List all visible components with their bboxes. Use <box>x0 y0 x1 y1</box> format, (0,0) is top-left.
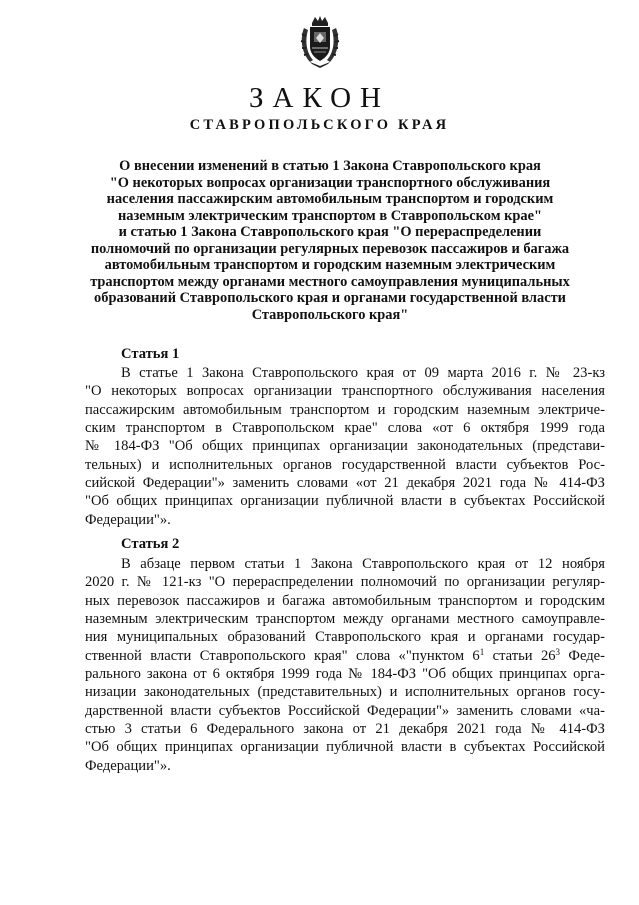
paragraph-line: В статье 1 Закона Ставропольского края от 09 марта 2016 г. № 23-кз <box>121 365 605 381</box>
paragraph-line: № 184-ФЗ "Об общих принципах организации законодательных (представи- <box>85 438 605 455</box>
paragraph-line: рального закона от 6 октября 1999 года № 184-ФЗ "Об общих принципах орга- <box>85 666 605 683</box>
title-line: и статью 1 Закона Ставропольского края "О перераспределении <box>118 224 542 240</box>
title-line: полномочий по организации регулярных перевозок пассажиров и багажа <box>90 240 570 257</box>
superscript: 3 <box>555 646 561 657</box>
paragraph-line: ским транспортом в Ставропольском крае" слова «от 6 октября 1999 года <box>85 420 605 437</box>
paragraph-line: "О некоторых вопросах организации транспортного обслуживания населения <box>85 383 605 400</box>
paragraph-line: В абзаце первом статьи 1 Закона Ставропольского края от 12 ноября <box>121 556 605 572</box>
paragraph-line: 2020 г. № 121-кз "О перераспределении полномочий по организации регуляр- <box>85 574 605 591</box>
paragraph-line: Федерации"». <box>85 757 171 774</box>
superscript: 1 <box>479 646 485 657</box>
paragraph-line: ния муниципальных образований Ставропольского края и органами государ- <box>85 629 605 646</box>
article-2-text <box>85 555 605 775</box>
paragraph-line: ных перевозок пассажиров и багажа автомобильным транспортом и городским <box>85 592 605 609</box>
text-fragment: статьи 26 <box>484 647 556 664</box>
paragraph-line: стью 3 статьи 6 Федерального закона от 21 декабря 2021 года № 414-ФЗ <box>85 721 605 738</box>
paragraph-line: пассажирским автомобильным транспортом и городским наземным электриче- <box>85 401 605 418</box>
paragraph-line: сийской Федерации"» заменить словами «от 21 декабря 2021 года № 414-ФЗ <box>85 475 605 492</box>
title-line: наземным электрическим транспортом в Ставропольском крае" <box>118 207 542 224</box>
title-line: "О некоторых вопросах организации транспортного обслуживания <box>109 174 551 191</box>
article-2-heading: Статья 2 <box>121 536 180 552</box>
paragraph-line: тельных) и исполнительных органов государственной власти субъектов Рос- <box>85 456 605 473</box>
paragraph-line: дарственной власти субъектов Российской Федерации"» заменить словами «ча- <box>85 702 605 719</box>
paragraph-line: "Об общих принципах организации публичной власти в субъектах Российской <box>85 739 605 756</box>
title-line: О внесении изменений в статью 1 Закона Ставропольского края <box>119 158 541 174</box>
title-line: населения пассажирским автомобильным транспортом и городским <box>106 191 554 207</box>
article-1-text <box>85 364 605 529</box>
title-line: автомобильным транспортом и городским наземным электрическим <box>104 257 556 273</box>
paragraph-line: наземным электрическим транспортом между органами местного самоуправле- <box>85 611 605 628</box>
paragraph-line <box>85 647 605 665</box>
title-line: Ставропольского края" <box>251 306 409 323</box>
paragraph-line: низации законодательных (представительных) и исполнительных органов госу- <box>85 684 605 701</box>
law-subject-title <box>80 158 580 323</box>
paragraph-line: Федерации"». <box>85 511 171 528</box>
coat-of-arms-icon <box>298 14 342 68</box>
paragraph-line: "Об общих принципах организации публичной власти в субъектах Российской <box>85 493 605 510</box>
title-line: образований Ставропольского края и органами государственной власти <box>94 290 566 306</box>
text-fragment: ственной власти Ставропольского края" слова «"пунктом 6 <box>85 647 480 664</box>
text-fragment: Феде- <box>560 647 605 664</box>
article-1-heading: Статья 1 <box>121 346 180 362</box>
title-line: транспортом между органами местного самоуправления муниципальных <box>90 273 570 290</box>
law-title: ЗАКОН <box>249 82 390 114</box>
region-title: СТАВРОПОЛЬСКОГО КРАЯ <box>189 117 450 133</box>
